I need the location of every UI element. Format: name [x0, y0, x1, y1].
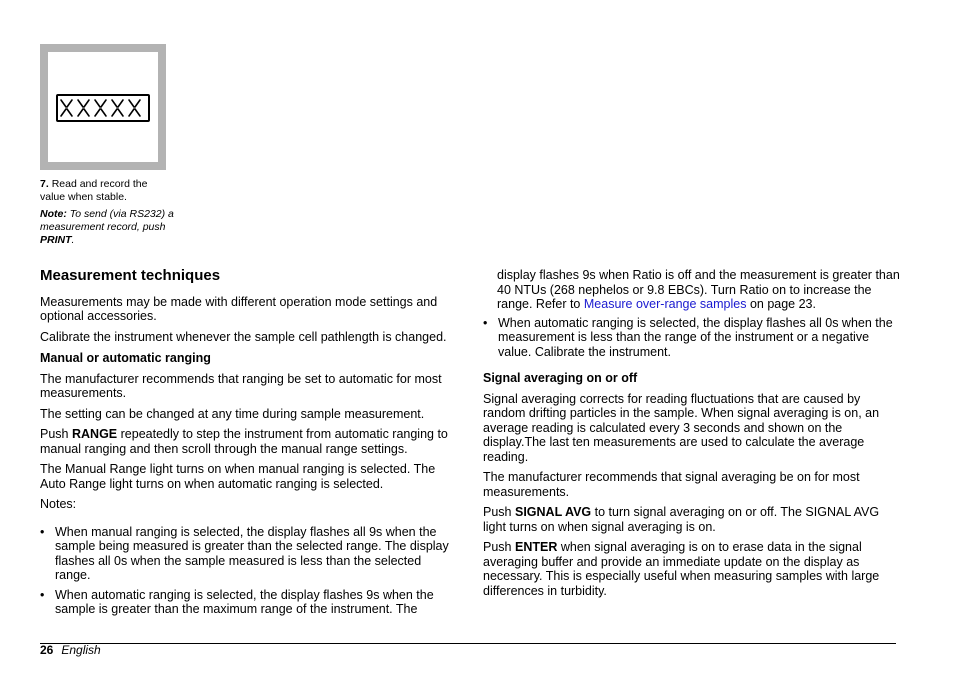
lcd-glyph-1 — [61, 100, 72, 116]
ranging-paragraph-4: The Manual Range light turns on when manual ranging is selected. The Auto Range light turns on when automatic ranging is selected. — [40, 462, 436, 491]
list-item — [40, 525, 460, 583]
averaging-paragraph-1: Signal averaging corrects for reading fluctuations that are caused by random drifting particles in the sample. When signal averaging is on, an average reading is calculated every 3 seconds and shown on the display.The last ten measurements are used to calculate the average reading. — [483, 391, 880, 464]
note-period: . — [71, 234, 75, 246]
range-key: RANGE — [71, 427, 118, 441]
averaging-paragraph-3 — [483, 505, 903, 534]
bullet-continuation — [483, 268, 903, 312]
list-item-text: When automatic ranging is selected, the display flashes all 0s when the measurement is less than the range of the instrument or a negative value. Calibrate the instrument. — [498, 315, 893, 359]
text-span: to turn signal averaging on or off. The SIGNAL AVG light turns on when signal averaging is on. — [483, 505, 880, 534]
step-text: Read and record the value when stable. — [40, 178, 148, 203]
page-number: 26 — [40, 643, 54, 657]
intro-paragraph-1: Measurements may be made with different operation mode settings and optional accessories. — [40, 294, 438, 323]
ranging-notes-list — [40, 525, 460, 617]
list-item-text: When automatic ranging is selected, the display flashes 9s when the sample is greater than the maximum range of the instrument. The — [55, 587, 434, 616]
instrument-display-figure — [40, 44, 166, 170]
ranging-paragraph-2: The setting can be changed at any time during sample measurement. — [40, 406, 425, 421]
text-span: Push — [483, 540, 512, 554]
right-column — [483, 268, 903, 604]
lcd-segment-glyphs — [58, 96, 148, 120]
list-item — [483, 316, 903, 360]
signal-avg-key: SIGNAL AVG — [514, 505, 592, 519]
ranging-heading: Manual or automatic ranging — [40, 351, 211, 365]
section-title: Measurement techniques — [40, 267, 221, 284]
step-number: 7. — [40, 178, 49, 190]
list-item-text: When manual ranging is selected, the display flashes all 9s when the sample being measured is greater than the selected range. The display flashes all 0s when the sample measured is less than the selected range. — [55, 524, 449, 582]
text-span: Push — [483, 505, 512, 519]
text-span: repeatedly to step the instrument from automatic ranging to manual ranging and then scroll through the manual range settings. — [40, 427, 448, 456]
note-text: To send (via RS232) a measurement record, push — [40, 208, 174, 233]
averaging-paragraph-4 — [483, 540, 903, 598]
ranging-notes-list-continued — [483, 316, 903, 360]
step-7-caption — [40, 178, 175, 204]
lcd-display — [56, 94, 150, 122]
text-span: Push — [40, 427, 69, 441]
footer-language: English — [61, 643, 101, 657]
page-footer — [40, 643, 101, 657]
text-span: when signal averaging is on to erase data in the signal averaging buffer and provide an immediate update on the display as necessary. This is especially useful when measuring samples with large differences in turbidity. — [483, 540, 880, 598]
enter-key: ENTER — [514, 540, 558, 554]
bullet-glyph: • — [40, 524, 45, 539]
text-span: on page 23. — [749, 297, 816, 311]
lcd-glyph-4 — [112, 100, 123, 116]
print-note — [40, 208, 175, 247]
lcd-glyph-3 — [95, 100, 106, 116]
over-range-samples-link[interactable]: Measure over-range samples — [583, 297, 747, 311]
list-item — [40, 588, 460, 617]
note-key-print: PRINT — [40, 234, 72, 246]
intro-paragraph-2: Calibrate the instrument whenever the sample cell pathlength is changed. — [40, 329, 447, 344]
ranging-paragraph-3 — [40, 427, 460, 456]
text-span: display flashes 9s when Ratio is off and the measurement is greater than 40 NTUs (268 nephelos or 9.8 EBCs). Turn Ratio on to increase the range. Refer to — [497, 268, 900, 311]
averaging-paragraph-2: The manufacturer recommends that signal averaging be on for most measurements. — [483, 470, 860, 499]
lcd-glyph-2 — [78, 100, 89, 116]
ranging-paragraph-1: The manufacturer recommends that ranging be set to automatic for most measurements. — [40, 371, 442, 400]
averaging-heading: Signal averaging on or off — [483, 371, 638, 385]
footer-divider — [40, 643, 896, 644]
lcd-glyph-5 — [129, 100, 140, 116]
note-label: Note: — [40, 208, 67, 220]
bullet-glyph: • — [483, 315, 488, 330]
bullet-glyph: • — [40, 587, 45, 602]
left-column — [40, 269, 460, 622]
notes-label: Notes: — [40, 497, 77, 511]
